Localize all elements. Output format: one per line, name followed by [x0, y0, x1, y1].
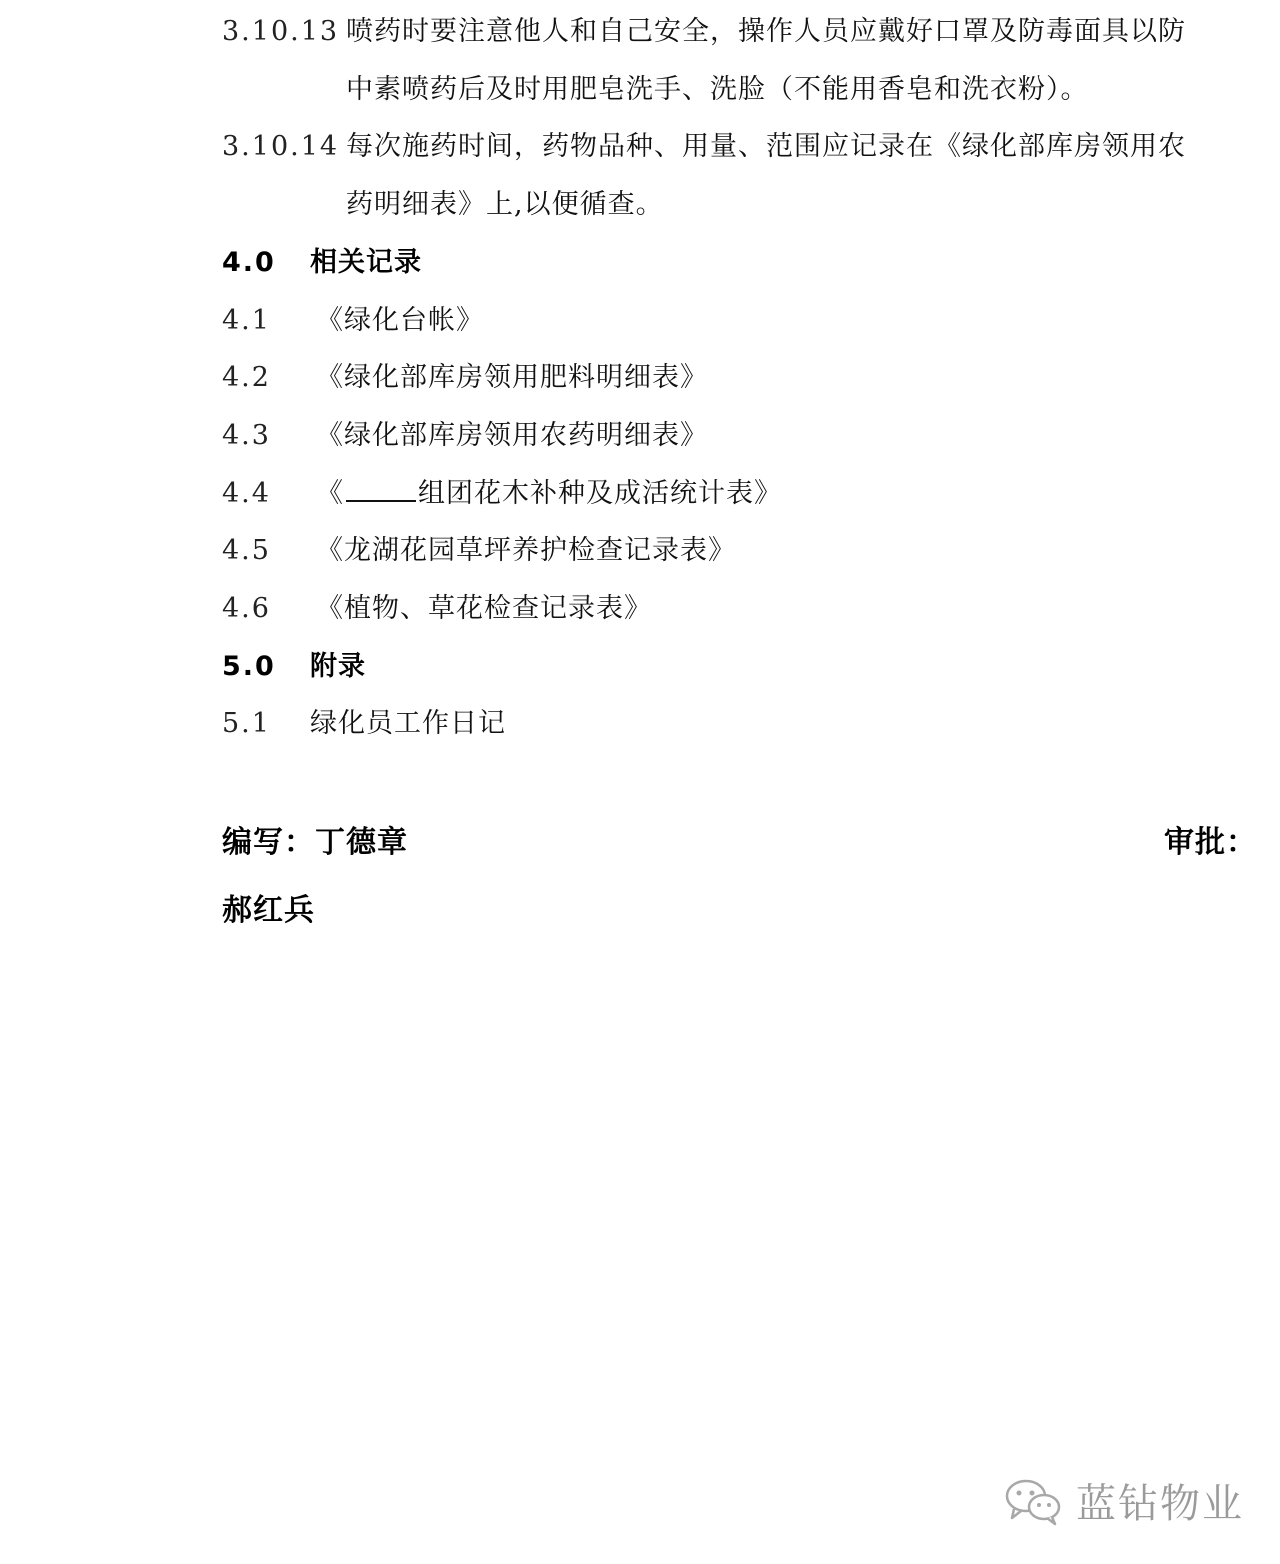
record-number: 4.6: [222, 593, 271, 624]
appendix-number: 5.1: [222, 708, 271, 739]
author-label: 编写：丁德章: [222, 825, 408, 860]
approver-name: 郝红兵: [222, 893, 315, 928]
item-text-line: 喷药时要注意他人和自己安全，操作人员应戴好口罩及防毒面具以防: [346, 16, 1186, 47]
watermark: [1004, 1472, 1244, 1529]
record-number: 4.1: [222, 305, 271, 336]
section-number: 4.0: [222, 247, 276, 278]
item-text-line: 每次施药时间，药物品种、用量、范围应记录在《绿化部库房领用农: [346, 131, 1186, 162]
item-text-line: 中素喷药后及时用肥皂洗手、洗脸（不能用香皂和洗衣粉）。: [346, 74, 1089, 105]
record-title: 《植物、草花检查记录表》: [316, 593, 652, 624]
wechat-icon: [1004, 1476, 1064, 1526]
record-number: 4.4: [222, 478, 271, 509]
record-title-suffix: 组团花木补种及成活统计表》: [418, 478, 782, 509]
record-title-prefix: 《: [316, 478, 344, 509]
section-heading: 附录: [310, 651, 366, 682]
section-number: 5.0: [222, 651, 276, 682]
appendix-title: 绿化员工作日记: [310, 708, 506, 739]
record-number: 4.3: [222, 420, 271, 451]
item-number: 3.10.13: [222, 16, 340, 47]
record-title: 《龙湖花园草坪养护检查记录表》: [316, 535, 736, 566]
item-text-line: 药明细表》上,以便循查。: [346, 189, 664, 220]
approval-label: 审批：: [1164, 825, 1257, 860]
record-number: 4.5: [222, 535, 271, 566]
record-number: 4.2: [222, 362, 271, 393]
fill-in-blank: [346, 478, 416, 502]
section-heading: 相关记录: [310, 247, 422, 278]
record-title: 《绿化台帐》: [316, 305, 484, 336]
item-number: 3.10.14: [222, 131, 340, 162]
record-title: 《绿化部库房领用农药明细表》: [316, 420, 708, 451]
record-title: [316, 477, 782, 511]
record-title: 《绿化部库房领用肥料明细表》: [316, 362, 708, 393]
watermark-text: 蓝钻物业: [1076, 1481, 1244, 1527]
